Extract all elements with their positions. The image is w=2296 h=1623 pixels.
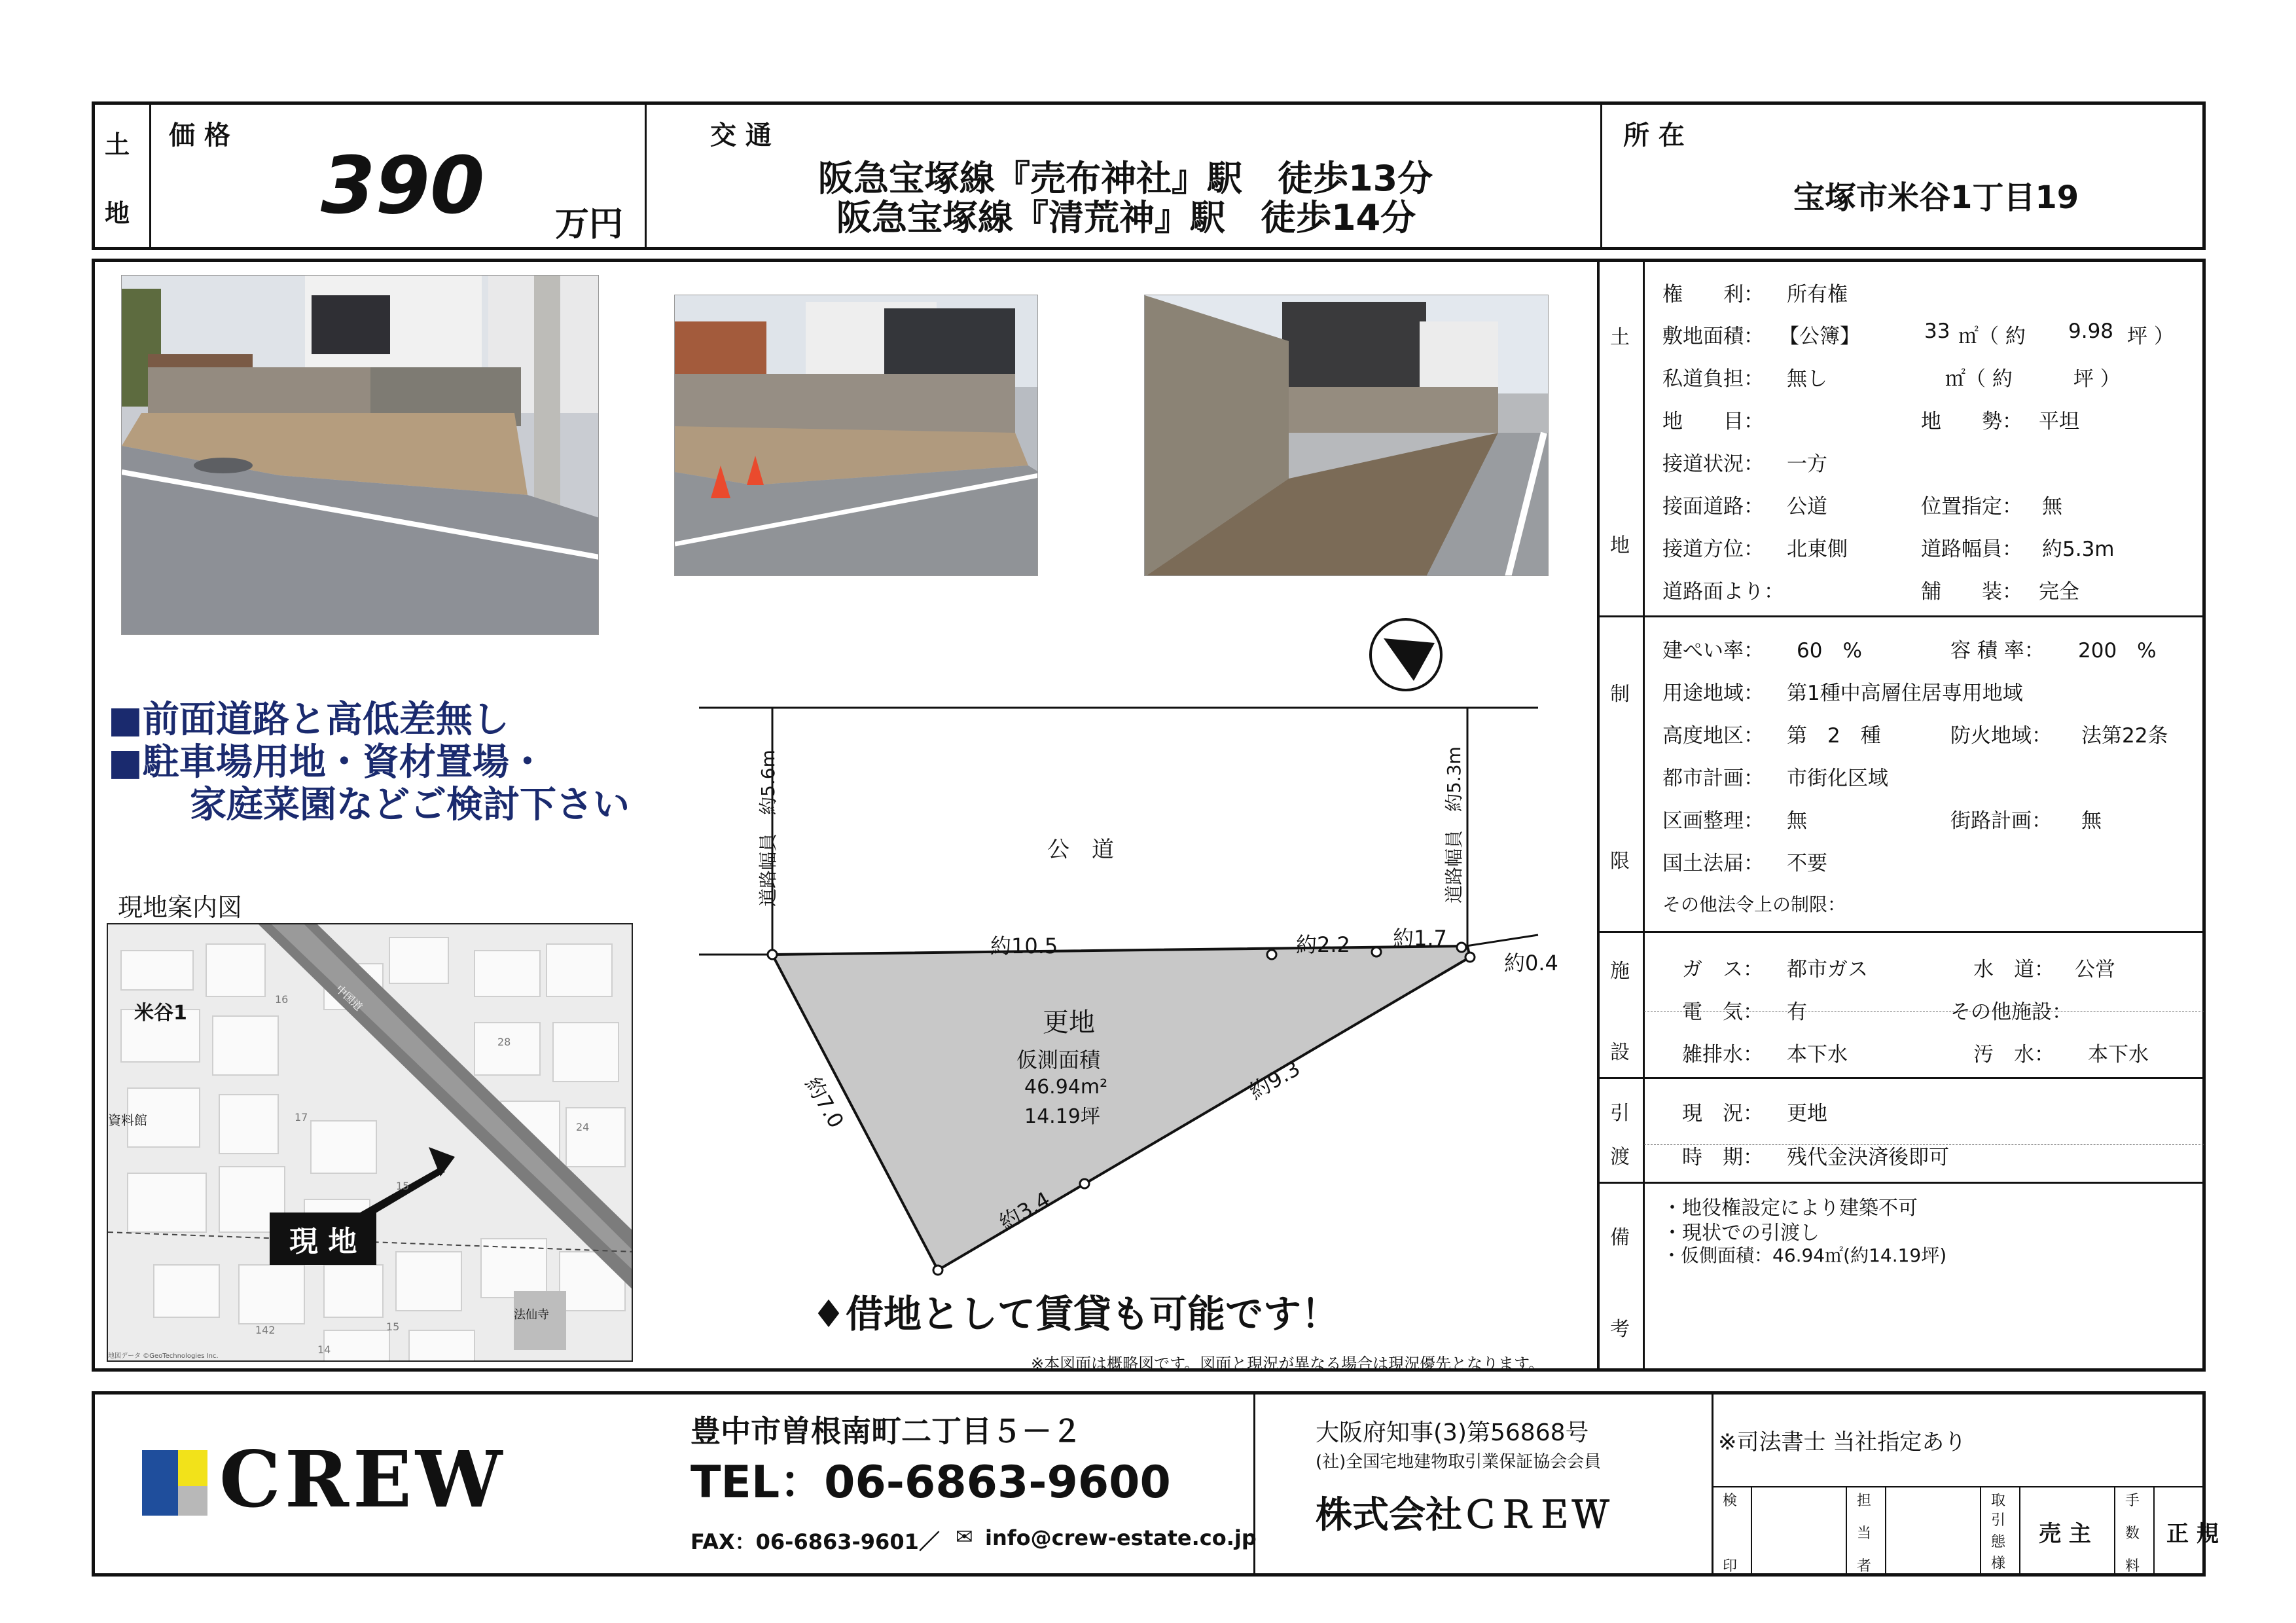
crew-logo-text: CREW <box>219 1434 507 1525</box>
lease-note: ♦借地として賃貸も可能です！ <box>812 1292 1339 1336</box>
restrict-side-1: 制 <box>1610 683 1630 706</box>
readjust-label: 区画整理： <box>1662 809 1764 833</box>
plot-dim-right: 約0.4 <box>1504 951 1558 976</box>
plot-dim-bottom: 約3.4 <box>995 1186 1054 1235</box>
gas-label: ガ ス： <box>1682 958 1763 981</box>
other-facility-label: その他施設： <box>1950 1000 2072 1024</box>
torihiki-1: 取 <box>1991 1493 2006 1509</box>
area-map <box>107 923 633 1362</box>
use-value: 第1種中高層住居専用地域 <box>1787 682 2023 705</box>
license-number: 大阪府知事(3)第56868号 <box>1316 1419 1589 1446</box>
tanto-2: 当 <box>1857 1525 1872 1542</box>
plot-area-title: 仮測面積 <box>1016 1048 1101 1072</box>
road-type-label: 接面道路： <box>1662 495 1764 519</box>
drain-value: 本下水 <box>1787 1043 1848 1067</box>
plot-diagram <box>655 615 1604 1336</box>
plot-dim-left: 約7.0 <box>800 1072 849 1133</box>
transport-label: 交 通 <box>710 120 772 151</box>
plot-dim-top-1: 約10.5 <box>990 934 1058 958</box>
map-block-7: 15 <box>386 1321 400 1333</box>
height-label: 高度地区： <box>1662 724 1764 748</box>
gas-value: 都市ガス <box>1787 958 1868 981</box>
pave-value: 完全 <box>2039 580 2079 604</box>
position-value: 無 <box>2042 495 2062 519</box>
drain-label: 雑排水： <box>1682 1043 1763 1067</box>
seller-label: 売 主 <box>2039 1521 2091 1547</box>
chisei-value: 平坦 <box>2039 410 2079 433</box>
highlight-line-3: 家庭菜園などご検討下さい <box>190 784 630 826</box>
map-block-1: 16 <box>275 993 289 1006</box>
rights-value: 所有権 <box>1787 283 1848 306</box>
private-road-value: 無し <box>1787 367 1827 391</box>
contact-value: 一方 <box>1787 452 1827 476</box>
tanto-1: 担 <box>1857 1493 1872 1509</box>
site-photo-2 <box>674 295 1038 576</box>
fire-value: 法第22条 <box>2081 724 2168 748</box>
restrict-side-2: 限 <box>1610 850 1630 873</box>
torihiki-2: 引 <box>1991 1512 2006 1529</box>
national-label: 国土法届： <box>1662 852 1764 875</box>
company-name: 株式会社ＣＲＥＷ <box>1316 1494 1609 1537</box>
map-block-5: 15 <box>396 1180 410 1192</box>
highlight-line-1: ■前面道路と高低差無し <box>108 699 509 741</box>
private-road-label: 私道負担： <box>1662 367 1764 391</box>
transport-line-2: 阪急宝塚線『清荒神』駅 徒歩14分 <box>836 197 1416 238</box>
plot-road-label: 公 道 <box>1047 837 1114 863</box>
water-label: 水 道： <box>1973 958 2054 981</box>
price-value: 390 <box>321 141 485 232</box>
fee-1: 手 <box>2125 1493 2140 1509</box>
footer-note: ※司法書士 当社指定あり <box>1718 1429 1967 1455</box>
city-value: 市街化区域 <box>1787 767 1888 790</box>
city-label: 都市計画： <box>1662 767 1764 790</box>
contact-label: 接道状況： <box>1662 452 1764 476</box>
time-value: 残代金決済後即可 <box>1787 1146 1949 1169</box>
ken-1: 検 <box>1723 1493 1738 1509</box>
handover-side-1: 引 <box>1610 1102 1630 1125</box>
area-kind: 【公簿】 <box>1779 325 1860 348</box>
sewage-value: 本下水 <box>2088 1043 2149 1067</box>
land-label-1: 土 <box>105 130 130 159</box>
plot-area-tsubo: 14.19坪 <box>1024 1105 1100 1128</box>
elec-label: 電 気： <box>1682 1000 1763 1024</box>
road-type-value: 公道 <box>1787 495 1827 519</box>
company-address: 豊中市曽根南町二丁目５－２ <box>691 1413 1082 1449</box>
torihiki-3: 態 <box>1991 1534 2006 1550</box>
use-label: 用途地域： <box>1662 682 1764 705</box>
map-site-marker: 現 地 <box>270 1213 376 1265</box>
status-value: 更地 <box>1787 1102 1827 1125</box>
area-tsubo: 9.98 <box>2068 319 2114 343</box>
company-email: info@crew-estate.co.jp <box>985 1525 1257 1550</box>
tanto-3: 者 <box>1857 1558 1872 1575</box>
map-block-4: 24 <box>576 1121 590 1133</box>
plot-road-width-left: 道路幅員 約5.6m <box>757 750 779 907</box>
fire-label: 防火地域： <box>1950 724 2052 748</box>
plot-land-type: 更地 <box>1043 1008 1095 1038</box>
location-value: 宝塚市米谷1丁目19 <box>1793 179 2079 216</box>
remark-1: ・地役権設定により建築不可 <box>1662 1197 1918 1220</box>
handover-side-2: 渡 <box>1610 1146 1630 1169</box>
water-value: 公営 <box>2075 958 2115 981</box>
map-block-2: 28 <box>497 1036 511 1048</box>
land-side-1: 土 <box>1610 326 1630 349</box>
email-icon: ✉ <box>956 1524 973 1549</box>
chimoku-label: 地 目： <box>1662 410 1764 433</box>
company-fax: FAX：06-6863-9601／ <box>691 1529 940 1554</box>
association: (社)全国宅地建物取引業保証協会会員 <box>1316 1452 1602 1472</box>
price-label: 価 格 <box>169 120 230 151</box>
road-width-value: 約5.3m <box>2042 538 2115 561</box>
map-credit: 地図データ ©GeoTechnologies Inc. <box>108 1353 219 1360</box>
land-label-2: 地 <box>105 199 130 228</box>
area-tsubo-unit: 坪 ） <box>2127 325 2174 348</box>
area-label: 敷地面積： <box>1662 325 1764 348</box>
chisei-label: 地 勢： <box>1921 410 2022 433</box>
plot-dim-top-2: 約2.2 <box>1296 932 1350 957</box>
facility-side-1: 施 <box>1610 960 1630 983</box>
ken-2: 印 <box>1723 1558 1738 1575</box>
direction-label: 接道方位： <box>1662 538 1764 561</box>
map-block-6: 14 <box>317 1343 331 1356</box>
highlight-line-2: ■駐車場用地・資材置場・ <box>108 741 546 784</box>
status-label: 現 況： <box>1682 1102 1763 1125</box>
area-m2: 33 <box>1924 319 1950 343</box>
far-value: 200 % <box>2078 639 2157 663</box>
coverage-value: 60 % <box>1797 639 1862 663</box>
height-value: 第 2 種 <box>1787 724 1881 748</box>
remark-3: ・仮側面積：46.94㎡(約14.19坪) <box>1662 1245 1947 1266</box>
street-value: 無 <box>2081 809 2102 833</box>
remarks-side-2: 考 <box>1610 1318 1630 1341</box>
fee-2: 数 <box>2125 1525 2140 1542</box>
plot-road-width-right: 道路幅員 約5.3m <box>1443 746 1465 903</box>
map-area-label: 米谷1 <box>134 1002 187 1025</box>
map-temple-label: 法仙寺 <box>514 1308 549 1322</box>
direction-value: 北東側 <box>1787 538 1848 561</box>
remarks-side-1: 備 <box>1610 1226 1630 1249</box>
time-label: 時 期： <box>1682 1146 1763 1169</box>
readjust-value: 無 <box>1787 809 1807 833</box>
plot-dim-top-3: 約1.7 <box>1393 926 1447 951</box>
area-unit: ㎡（ 約 <box>1958 325 2026 348</box>
plot-note: ※本図面は概略図です。図面と現況が異なる場合は現況優先となります。 <box>1031 1355 1545 1373</box>
road-width-label: 道路幅員： <box>1921 538 2022 561</box>
company-tel: TEL：06-6863-9600 <box>691 1457 1171 1508</box>
map-road-label: 中国道 <box>333 982 365 1013</box>
remark-2: ・現状での引渡し <box>1662 1222 1820 1245</box>
location-label: 所 在 <box>1623 120 1685 151</box>
coverage-label: 建ぺい率： <box>1662 639 1764 663</box>
national-value: 不要 <box>1787 852 1827 875</box>
position-label: 位置指定： <box>1921 495 2022 519</box>
map-title: 現地案内図 <box>118 893 243 922</box>
far-label: 容 積 率： <box>1950 639 2045 663</box>
plot-area-m2: 46.94m² <box>1024 1076 1108 1099</box>
regular-label: 正 規 <box>2166 1521 2219 1547</box>
elec-value: 有 <box>1787 1000 1807 1024</box>
from-road-label: 道路面より： <box>1662 580 1784 604</box>
land-side-2: 地 <box>1610 534 1630 557</box>
map-library-label: 資料館 <box>108 1112 147 1128</box>
price-unit: 万円 <box>555 205 624 244</box>
transport-line-1: 阪急宝塚線『売布神社』駅 徒歩13分 <box>818 158 1433 199</box>
site-photo-1 <box>121 275 599 635</box>
rights-label: 権 利： <box>1662 283 1764 306</box>
pave-label: 舗 装： <box>1921 580 2022 604</box>
facility-side-2: 設 <box>1610 1041 1630 1064</box>
map-block-8: 142 <box>255 1324 276 1336</box>
private-road-unit: ㎡（ 約 坪 ） <box>1945 367 2121 391</box>
site-photo-3 <box>1144 295 1549 576</box>
map-block-3: 17 <box>295 1111 308 1123</box>
fee-3: 料 <box>2125 1558 2140 1575</box>
other-restriction-label: その他法令上の制限： <box>1662 894 1846 915</box>
sewage-label: 汚 水： <box>1973 1043 2054 1067</box>
torihiki-4: 様 <box>1991 1556 2006 1572</box>
street-label: 街路計画： <box>1950 809 2052 833</box>
plot-dim-diag: 約9.3 <box>1245 1055 1304 1104</box>
